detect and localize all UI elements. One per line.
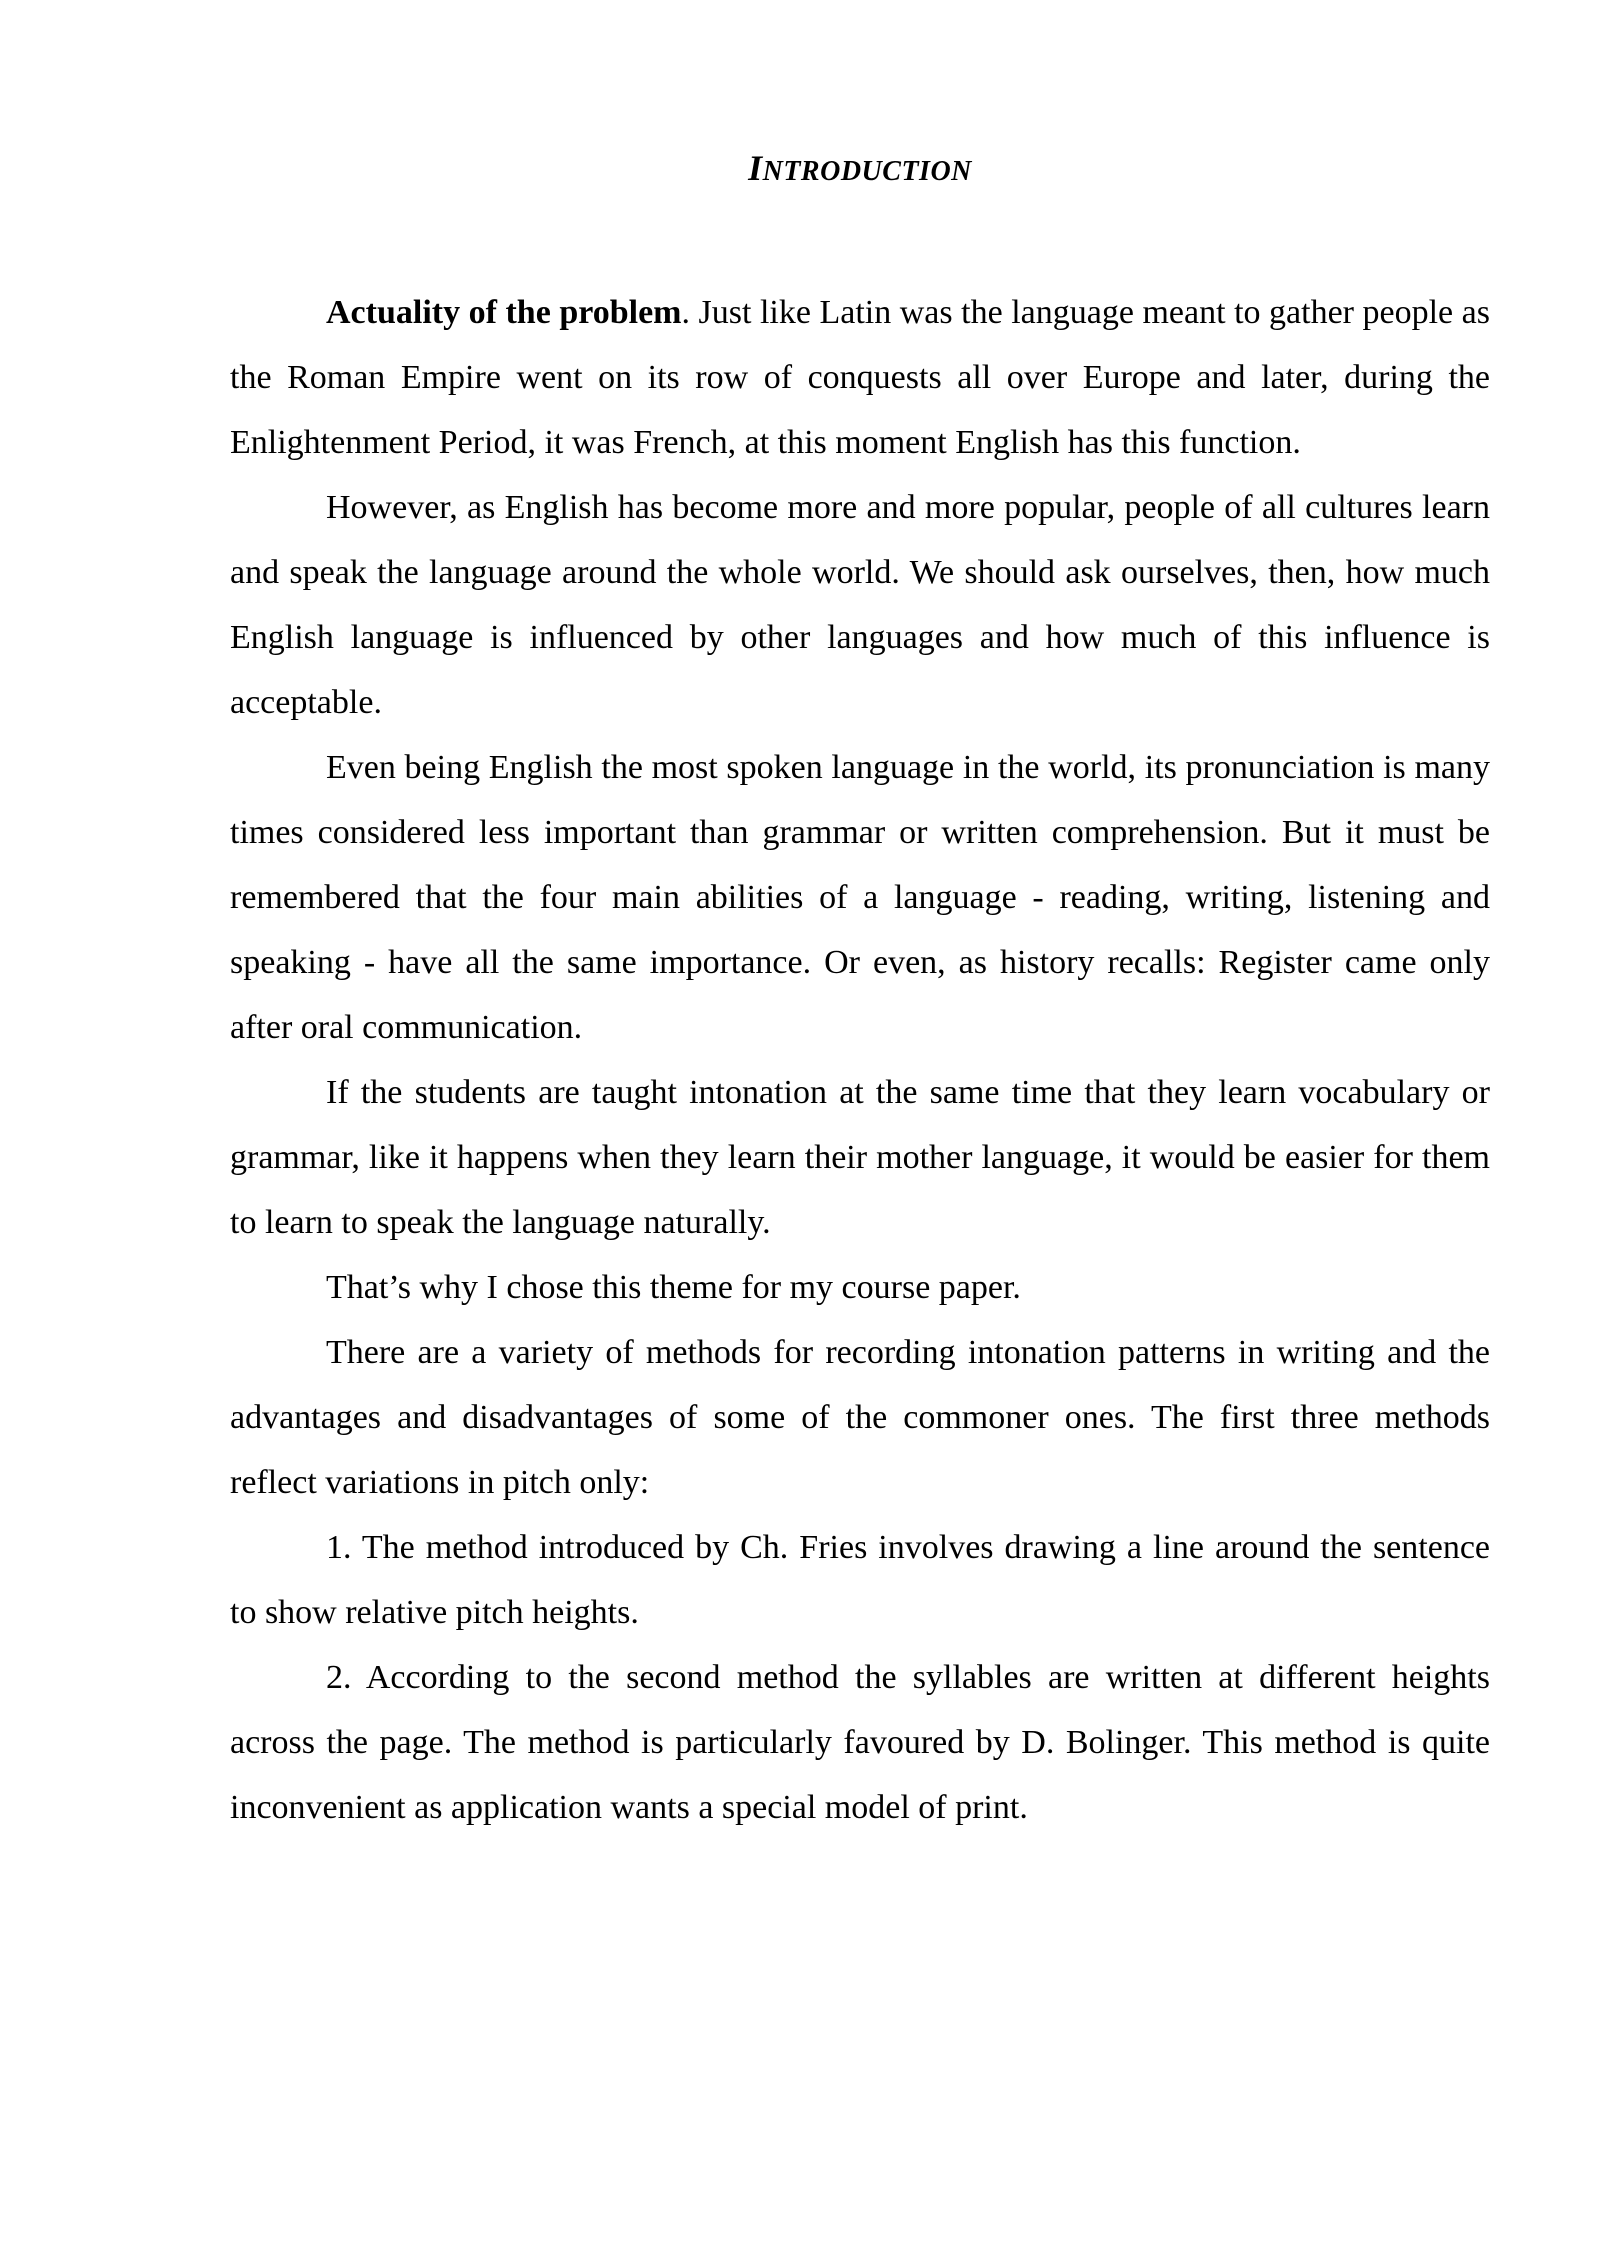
paragraph-pronunciation: Even being English the most spoken language in the world, its pronunciation is many times considered less important than grammar or written comprehension. But it must be remembered that the four main abilities of a language - reading, writing, listening and speaking - have all the same importance. Or even, as history recalls: Register came only after oral communication. [230, 749, 1490, 1046]
title-rest: NTRODUCTION [762, 156, 972, 187]
paragraph-text: . Just like Latin was the language meant to gather people as the Roman Empire went on its row of conquests all over Europe and later, during the Enlightenment Period, it was French, at this moment English has this function. [230, 294, 1491, 461]
paragraph-popularity: However, as English has become more and more popular, people of all cultures learn and speak the language around the whole world. We should ask ourselves, then, how much English language is influenced by other languages and how much of this influence is acceptable. [230, 489, 1490, 721]
page-title [0, 150, 1600, 187]
paragraph-actuality [230, 280, 1490, 475]
paragraph-method-2: 2. According to the second method the syllables are written at different heights across the page. The method is particularly favoured by D. Bolinger. This method is quite inconvenient as application wants a special model of print. [230, 1659, 1490, 1826]
paragraph-intonation-teaching: If the students are taught intonation at the same time that they learn vocabulary or grammar, like it happens when they learn their mother language, it would be easier for them to learn to speak the language naturally. [230, 1074, 1490, 1241]
paragraph-theme-choice: That’s why I chose this theme for my course paper. [326, 1269, 1021, 1306]
paragraph-lead-bold: Actuality of the problem [326, 294, 682, 331]
title-initial: I [748, 148, 763, 188]
paragraph-method-1: 1. The method introduced by Ch. Fries involves drawing a line around the sentence to show relative pitch heights. [230, 1529, 1490, 1631]
paragraph-methods-intro: There are a variety of methods for recording intonation patterns in writing and the advantages and disadvantages of some of the commoner ones. The first three methods reflect variations in pitch only: [230, 1334, 1490, 1501]
document-body [230, 280, 1490, 1840]
